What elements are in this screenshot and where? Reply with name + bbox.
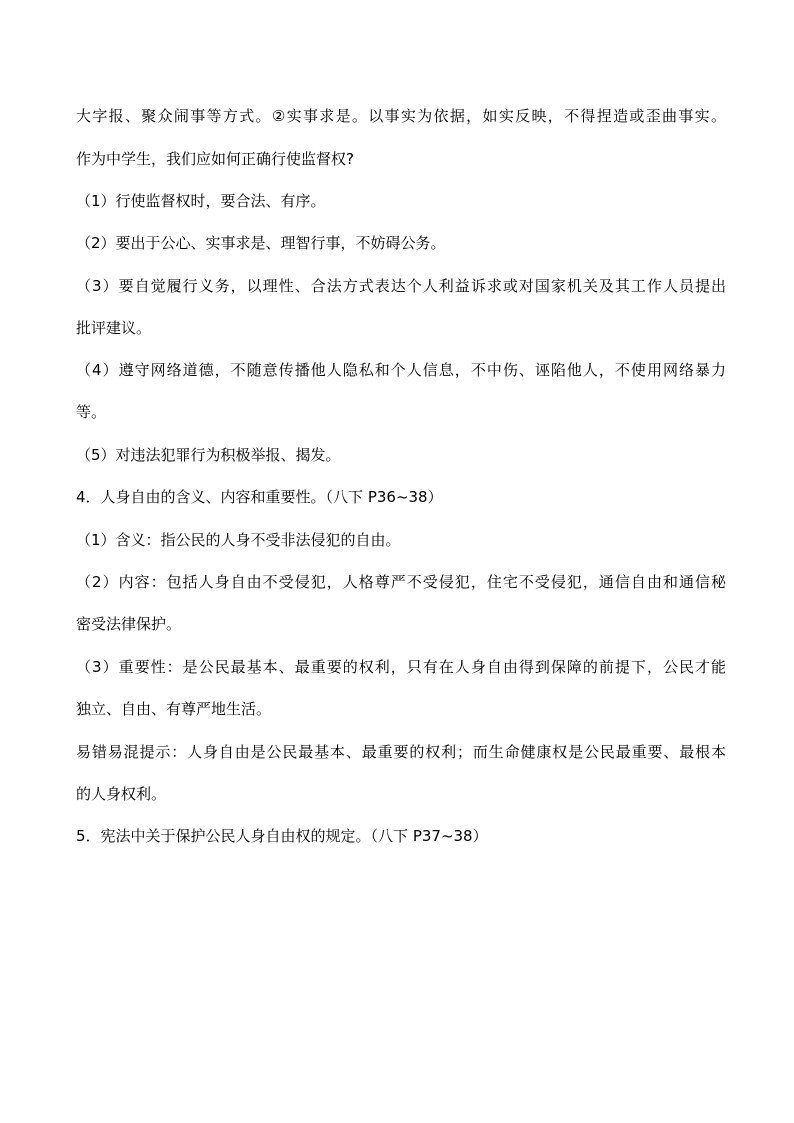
section-heading: 5．宪法中关于保护公民人身自由权的规定。（八下 P37~38） [76,827,488,845]
text-line: （2）内容：包括人身自由不受侵犯，人格尊严不受侵犯，住宅不受侵犯，通信自由和通信秘 [76,573,726,591]
text-line: 批评建议。 [76,319,152,337]
text-line: （1）行使监督权时，要合法、有序。 [76,192,326,210]
text-line: （3）要自觉履行义务，以理性、合法方式表达个人利益诉求或对国家机关及其工作人员提出 [76,277,726,295]
text-line: （5）对违法犯罪行为积极举报、揭发。 [76,446,341,464]
text-line: 密受法律保护。 [76,615,182,633]
text-line: 等。 [76,403,107,421]
text-line: （3）重要性：是公民最基本、最重要的权利，只有在人身自由得到保障的前提下，公民才能 [76,658,726,676]
text-line: 作为中学生，我们应如何正确行使监督权? [76,150,354,168]
section-heading: 4．人身自由的含义、内容和重要性。（八下 P36~38） [76,488,443,506]
text-line: 易错易混提示：人身自由是公民最基本、最重要的权利；而生命健康权是公民最重要、最根本 [76,743,726,761]
text-line: （1）含义：指公民的人身不受非法侵犯的自由。 [76,531,401,549]
text-line: （4）遵守网络道德，不随意传播他人隐私和个人信息，不中伤、诬陷他人，不使用网络暴力 [76,361,726,379]
text-line: 独立、自由、有尊严地生活。 [76,700,272,718]
text-line: 的人身权利。 [76,785,167,803]
text-line: 大字报、聚众闹事等方式。②实事求是。以事实为依据，如实反映，不得捏造或歪曲事实。 [76,107,726,125]
text-line: （2）要出于公心、实事求是、理智行事，不妨碍公务。 [76,234,446,252]
